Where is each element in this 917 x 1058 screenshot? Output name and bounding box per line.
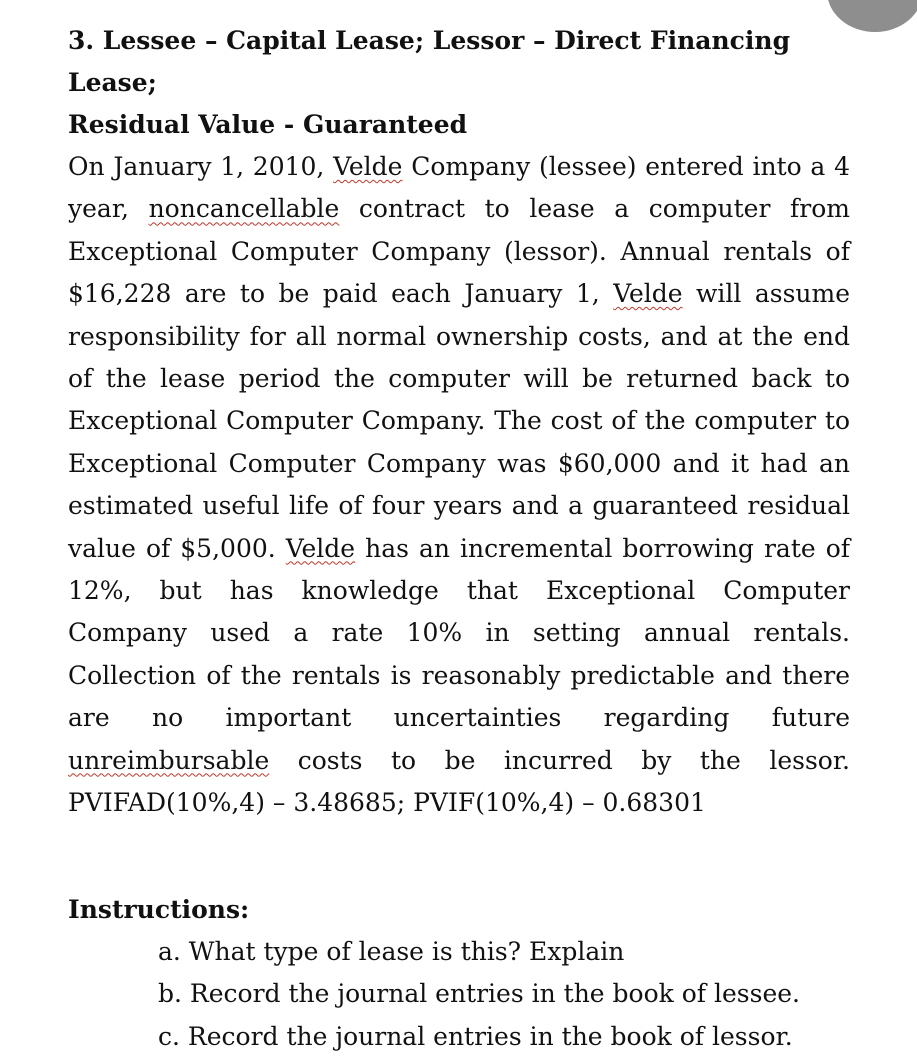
paragraph-text: contract to lease a computer from Exceptional Computer Company (lessor). Annual rentals of $16,228 are to be paid each January 1,	[68, 194, 850, 308]
document-page	[68, 20, 850, 1058]
paragraph-text: costs to be incurred by the lessor. PVIFAD(10%,4) – 3.48685; PVIF(10%,4) – 0.68301	[68, 746, 850, 817]
paragraph-text: will assume responsibility for all normal ownership costs, and at the end of the lease period the computer will be returned back to Exceptional Computer Company. The cost of the computer to Exceptional Computer Company was $60,000 and it had an estimated useful life of four years and a guaranteed residual value of $5,000.	[68, 279, 850, 562]
problem-heading	[68, 20, 850, 146]
instruction-item-b: b. Record the journal entries in the book of lessee.	[158, 973, 850, 1016]
paragraph-text: has an incremental borrowing rate of 12%, but has knowledge that Exceptional Computer Company used a rate 10% in setting annual rentals. Collection of the rentals is reasonably predictable and there are no important uncertainties regarding future	[68, 534, 850, 733]
instructions-list	[68, 931, 850, 1058]
spellcheck-word: Velde	[613, 279, 682, 308]
paragraph-text: On January 1, 2010,	[68, 152, 333, 181]
spellcheck-word: Velde	[286, 534, 355, 563]
spellcheck-word: noncancellable	[149, 194, 340, 223]
heading-line-2: Residual Value - Guaranteed	[68, 110, 467, 139]
heading-line-1: 3. Lessee – Capital Lease; Lessor – Direct Financing Lease;	[68, 26, 790, 97]
instruction-item-c: c. Record the journal entries in the book of lessor.	[158, 1016, 850, 1058]
problem-paragraph	[68, 146, 850, 825]
spellcheck-word: unreimbursable	[68, 746, 269, 775]
instructions-title: Instructions:	[68, 889, 850, 931]
paragraph-text: Company (lessee) entered into a 4 year,	[68, 152, 850, 223]
spellcheck-word: Velde	[333, 152, 402, 181]
instruction-item-a: a. What type of lease is this? Explain	[158, 931, 850, 974]
